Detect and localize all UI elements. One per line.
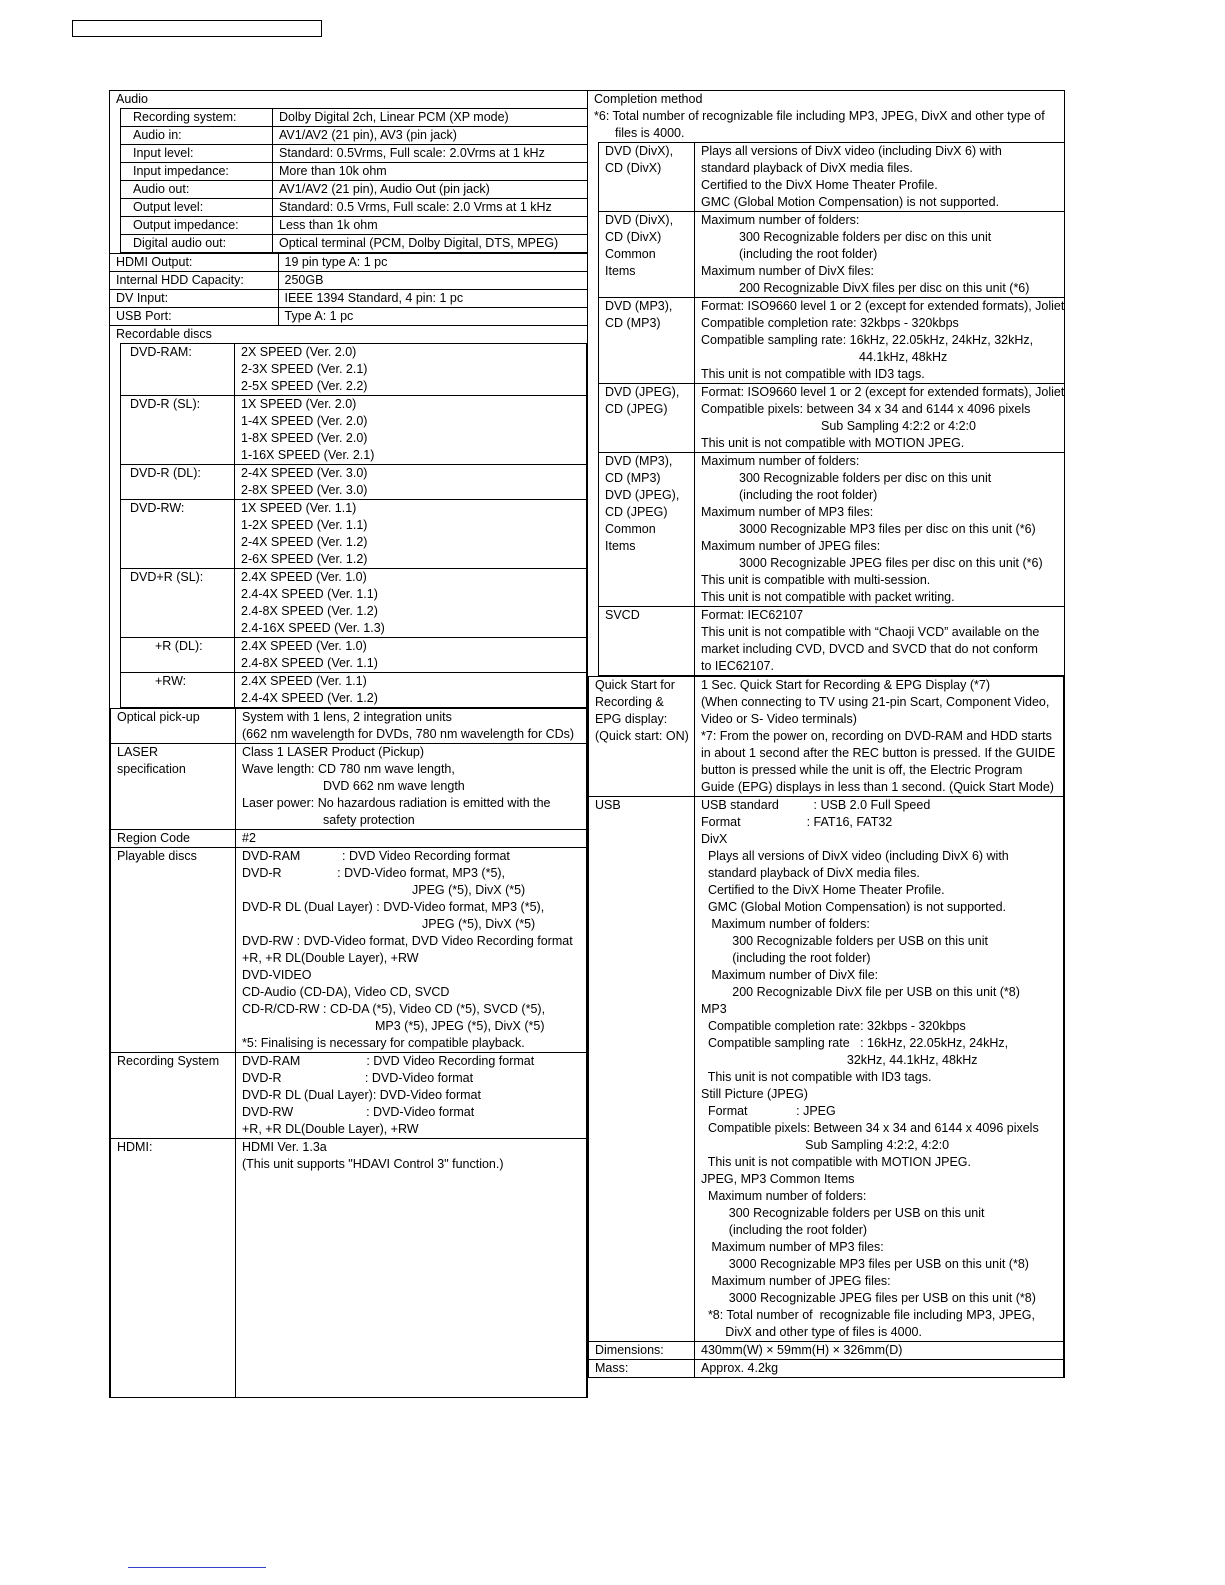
audio-label: Input impedance: <box>121 163 273 181</box>
recordable-row <box>121 344 587 396</box>
audio-row <box>121 109 588 127</box>
completion-label <box>599 384 695 453</box>
usb-line: Compatible sampling rate : 16kHz, 22.05kHz, 24kHz, <box>701 1036 1009 1050</box>
recordable-label: DVD-RW: <box>121 500 235 569</box>
completion-line: 300 Recognizable folders per disc on this unit <box>739 230 992 244</box>
usb-line: This unit is not compatible with ID3 tags. <box>701 1070 932 1084</box>
completion-label-line: Items <box>605 539 636 553</box>
mass-value: Approx. 4.2kg <box>695 1360 1064 1378</box>
completion-value <box>695 453 1065 607</box>
completion-label <box>599 607 695 676</box>
mass-label: Mass: <box>589 1360 695 1378</box>
laser-value <box>236 744 587 830</box>
usb-line: (including the root folder) <box>701 1223 868 1237</box>
usb-line: 3000 Recognizable MP3 files per USB on this unit (*8) <box>701 1257 1029 1271</box>
completion-label <box>599 212 695 298</box>
audio-row <box>121 145 588 163</box>
audio-heading: Audio <box>116 92 148 106</box>
completion-line: 3000 Recognizable MP3 files per disc on this unit (*6) <box>739 522 1036 536</box>
usb-line: JPEG, MP3 Common Items <box>701 1172 855 1186</box>
usb-line: 32kHz, 44.1kHz, 48kHz <box>701 1053 978 1067</box>
audio-row <box>121 235 588 253</box>
recordable-speed: 2-6X SPEED (Ver. 1.2) <box>241 552 368 566</box>
usb-line: GMC (Global Motion Compensation) is not supported. <box>701 900 1006 914</box>
hdmi-row <box>111 1139 587 1398</box>
general-label: HDMI Output: <box>110 254 278 272</box>
general-row <box>110 290 587 308</box>
recordable-speed: 1-16X SPEED (Ver. 2.1) <box>241 448 375 462</box>
completion-line: to IEC62107. <box>701 659 774 673</box>
audio-label: Audio out: <box>121 181 273 199</box>
general-value: 250GB <box>278 272 587 290</box>
playable-line: CD-Audio (CD-DA), Video CD, SVCD <box>242 985 450 999</box>
completion-line: Sub Sampling 4:2:2 or 4:2:0 <box>821 419 976 433</box>
recsys-line: +R, +R DL(Double Layer), +RW <box>242 1122 419 1136</box>
recordable-speed: 2-8X SPEED (Ver. 3.0) <box>241 483 368 497</box>
right-spec-column <box>587 90 1065 1378</box>
usb-line: 300 Recognizable folders per USB on this unit <box>701 1206 985 1220</box>
usb-line: Plays all versions of DivX video (including DivX 6) with <box>701 849 1009 863</box>
header-box <box>72 20 322 37</box>
playable-line: JPEG (*5), DivX (*5) <box>422 917 536 931</box>
audio-value: AV1/AV2 (21 pin), AV3 (pin jack) <box>273 127 588 145</box>
completion-row <box>599 143 1065 212</box>
completion-value <box>695 212 1065 298</box>
general-label: Internal HDD Capacity: <box>110 272 278 290</box>
recsys-line: DVD-RAM : DVD Video Recording format <box>242 1054 535 1068</box>
recordable-speed: 2.4-4X SPEED (Ver. 1.2) <box>241 691 378 705</box>
playable-row <box>111 848 587 1053</box>
recordable-speed: 2-4X SPEED (Ver. 3.0) <box>241 466 368 480</box>
completion-line: 44.1kHz, 48kHz <box>859 350 948 364</box>
completion-value <box>695 384 1065 453</box>
optical-value <box>236 709 587 744</box>
completion-line: Compatible sampling rate: 16kHz, 22.05kHz, 24kHz, 32kHz, <box>701 333 1034 347</box>
recordable-value <box>235 465 587 500</box>
recordable-value <box>235 344 587 396</box>
general-label: DV Input: <box>110 290 278 308</box>
completion-line: Format: ISO9660 level 1 or 2 (except for extended formats), Joliet <box>701 299 1065 313</box>
playable-value <box>236 848 587 1053</box>
optical-label: Optical pick-up <box>111 709 236 744</box>
recordable-speed: 2.4-4X SPEED (Ver. 1.1) <box>241 587 378 601</box>
completion-note: files is 4000. <box>615 126 685 140</box>
quickstart-value <box>695 677 1064 797</box>
usb-line: 300 Recognizable folders per USB on this unit <box>701 934 988 948</box>
recordable-row <box>121 396 587 465</box>
audio-row <box>121 217 588 235</box>
playable-line: DVD-R DL (Dual Layer) : DVD-Video format, MP3 (*5), <box>242 900 545 914</box>
quickstart-line: (When connecting to TV using 21-pin Scart, Component Video, <box>701 695 1050 709</box>
recordable-label: DVD-R (SL): <box>121 396 235 465</box>
playable-line: CD-R/CD-RW : CD-DA (*5), Video CD (*5), SVCD (*5), <box>242 1002 546 1016</box>
usb-line: Maximum number of folders: <box>701 1189 867 1203</box>
usb-line: Maximum number of folders: <box>701 917 870 931</box>
playable-line: JPEG (*5), DivX (*5) <box>412 883 526 897</box>
recordable-speed: 1-8X SPEED (Ver. 2.0) <box>241 431 368 445</box>
quickstart-label-line: Quick Start for <box>595 678 675 692</box>
dimensions-value: 430mm(W) × 59mm(H) × 326mm(D) <box>695 1342 1064 1360</box>
completion-label <box>599 453 695 607</box>
completion-row <box>599 607 1065 676</box>
laser-line: Class 1 LASER Product (Pickup) <box>242 745 425 759</box>
laser-line: safety protection <box>323 813 415 827</box>
completion-row <box>599 212 1065 298</box>
completion-line: GMC (Global Motion Compensation) is not supported. <box>701 195 1000 209</box>
audio-label: Digital audio out: <box>121 235 273 253</box>
audio-label: Audio in: <box>121 127 273 145</box>
audio-label: Output level: <box>121 199 273 217</box>
quickstart-line: in about 1 second after the REC button is pressed. If the GUIDE <box>701 746 1056 760</box>
usb-line: DivX <box>701 832 728 846</box>
recsys-row <box>111 1053 587 1139</box>
usb-line: Still Picture (JPEG) <box>701 1087 808 1101</box>
usb-line: Maximum number of MP3 files: <box>701 1240 884 1254</box>
audio-value: AV1/AV2 (21 pin), Audio Out (pin jack) <box>273 181 588 199</box>
completion-label-line: CD (MP3) <box>605 316 661 330</box>
recordable-value <box>235 638 587 673</box>
usb-line: Maximum number of JPEG files: <box>701 1274 891 1288</box>
left-lower-table <box>110 708 587 1397</box>
laser-line: Wave length: CD 780 nm wave length, <box>242 762 455 776</box>
quickstart-label-line: EPG display: <box>595 712 668 726</box>
hdmi-value <box>236 1139 587 1398</box>
completion-line: Compatible completion rate: 32kbps - 320kbps <box>701 316 959 330</box>
completion-line: market including CVD, DVCD and SVCD that do not conform <box>701 642 1038 656</box>
recordable-label: DVD+R (SL): <box>121 569 235 638</box>
audio-label: Input level: <box>121 145 273 163</box>
recordable-speed: 2.4X SPEED (Ver. 1.0) <box>241 570 367 584</box>
completion-line: standard playback of DivX media files. <box>701 161 913 175</box>
general-value: IEEE 1394 Standard, 4 pin: 1 pc <box>278 290 587 308</box>
completion-label-line: Items <box>605 264 636 278</box>
playable-label: Playable discs <box>111 848 236 1053</box>
recordable-speed: 2.4X SPEED (Ver. 1.1) <box>241 674 367 688</box>
laser-row <box>111 744 587 830</box>
recordable-speed: 2.4-16X SPEED (Ver. 1.3) <box>241 621 385 635</box>
completion-label-line: Common <box>605 522 656 536</box>
usb-line: Compatible pixels: Between 34 x 34 and 6144 x 4096 pixels <box>701 1121 1039 1135</box>
hdmi-label: HDMI: <box>111 1139 236 1398</box>
completion-line: This unit is compatible with multi-session. <box>701 573 931 587</box>
completion-line: Maximum number of MP3 files: <box>701 505 874 519</box>
completion-label-line: CD (MP3) <box>605 471 661 485</box>
dimensions-row <box>589 1342 1064 1360</box>
laser-label-line: LASER <box>117 745 158 759</box>
playable-line: DVD-VIDEO <box>242 968 312 982</box>
completion-line: (including the root folder) <box>739 247 878 261</box>
audio-table <box>120 108 587 253</box>
completion-label-line: CD (DivX) <box>605 230 662 244</box>
audio-value: More than 10k ohm <box>273 163 588 181</box>
quickstart-label-line: (Quick start: ON) <box>595 729 689 743</box>
completion-label-line: DVD (DivX), <box>605 144 674 158</box>
completion-line: Format: IEC62107 <box>701 608 804 622</box>
quickstart-line: Guide (EPG) displays in less than 1 second. (Quick Start Mode) <box>701 780 1054 794</box>
audio-row <box>121 199 588 217</box>
recordable-speed: 2.4X SPEED (Ver. 1.0) <box>241 639 367 653</box>
recordable-row <box>121 638 587 673</box>
audio-row <box>121 127 588 145</box>
recordable-value <box>235 396 587 465</box>
completion-line: 3000 Recognizable JPEG files per disc on this unit (*6) <box>739 556 1043 570</box>
completion-label-line: DVD (MP3), <box>605 454 673 468</box>
recordable-value <box>235 500 587 569</box>
usb-line: 200 Recognizable DivX file per USB on this unit (*8) <box>701 985 1020 999</box>
completion-line: Plays all versions of DivX video (including DivX 6) with <box>701 144 1002 158</box>
recordable-value <box>235 673 587 708</box>
completion-line: Maximum number of folders: <box>701 454 860 468</box>
recordable-label: DVD-RAM: <box>121 344 235 396</box>
completion-line: 200 Recognizable DivX files per disc on this unit (*6) <box>739 281 1030 295</box>
usb-line: DivX and other type of files is 4000. <box>701 1325 922 1339</box>
quickstart-line: Video or S- Video terminals) <box>701 712 857 726</box>
recordable-label: DVD-R (DL): <box>121 465 235 500</box>
playable-line: DVD-RW : DVD-Video format, DVD Video Recording format <box>242 934 573 948</box>
recordable-speed: 2.4-8X SPEED (Ver. 1.1) <box>241 656 378 670</box>
completion-label-line: DVD (JPEG), <box>605 385 680 399</box>
dimensions-label: Dimensions: <box>589 1342 695 1360</box>
recordable-speed: 1-4X SPEED (Ver. 2.0) <box>241 414 368 428</box>
completion-label <box>599 298 695 384</box>
audio-label: Output impedance: <box>121 217 273 235</box>
completion-row <box>599 453 1065 607</box>
recordable-table <box>120 343 587 708</box>
usb-value <box>695 797 1064 1342</box>
usb-line: Sub Sampling 4:2:2, 4:2:0 <box>701 1138 950 1152</box>
completion-label <box>599 143 695 212</box>
general-value: 19 pin type A: 1 pc <box>278 254 587 272</box>
usb-line: Format : FAT16, FAT32 <box>701 815 893 829</box>
optical-line: System with 1 lens, 2 integration units <box>242 710 452 724</box>
completion-label-line: Common <box>605 247 656 261</box>
completion-label-line: CD (JPEG) <box>605 505 668 519</box>
completion-line: Certified to the DivX Home Theater Profile. <box>701 178 938 192</box>
recordable-speed: 2X SPEED (Ver. 2.0) <box>241 345 357 359</box>
completion-line: (including the root folder) <box>739 488 878 502</box>
quickstart-line: 1 Sec. Quick Start for Recording & EPG Display (*7) <box>701 678 990 692</box>
audio-label: Recording system: <box>121 109 273 127</box>
usb-line: MP3 <box>701 1002 727 1016</box>
audio-value: Standard: 0.5 Vrms, Full scale: 2.0 Vrms at 1 kHz <box>273 199 588 217</box>
recordable-row <box>121 569 587 638</box>
recordable-speed: 2.4-8X SPEED (Ver. 1.2) <box>241 604 378 618</box>
general-value: Type A: 1 pc <box>278 308 587 326</box>
laser-line: Laser power: No hazardous radiation is emitted with the <box>242 796 551 810</box>
completion-value <box>695 607 1065 676</box>
completion-label-line: DVD (JPEG), <box>605 488 680 502</box>
playable-line: DVD-R : DVD-Video format, MP3 (*5), <box>242 866 506 880</box>
usb-label: USB <box>589 797 695 1342</box>
recordable-heading: Recordable discs <box>116 327 212 341</box>
completion-line: This unit is not compatible with “Chaoji VCD” available on the <box>701 625 1040 639</box>
general-table <box>110 253 587 326</box>
quickstart-row <box>589 677 1064 797</box>
completion-label-line: CD (DivX) <box>605 161 662 175</box>
recordable-label: +RW: <box>121 673 235 708</box>
completion-heading: Completion method <box>594 92 703 106</box>
region-label: Region Code <box>111 830 236 848</box>
completion-note: *6: Total number of recognizable file including MP3, JPEG, DivX and other type of <box>594 109 1045 123</box>
footer-link-line <box>128 1567 266 1568</box>
laser-label <box>111 744 236 830</box>
playable-line: DVD-RAM : DVD Video Recording format <box>242 849 510 863</box>
completion-line: Maximum number of DivX files: <box>701 264 874 278</box>
usb-line: Maximum number of DivX file: <box>701 968 879 982</box>
completion-label-line: DVD (MP3), <box>605 299 673 313</box>
recordable-speed: 1-2X SPEED (Ver. 1.1) <box>241 518 368 532</box>
completion-line: This unit is not compatible with ID3 tags. <box>701 367 925 381</box>
laser-label-line: specification <box>117 762 186 776</box>
general-label: USB Port: <box>110 308 278 326</box>
quickstart-line: button is pressed while the unit is off, the Electric Program <box>701 763 1023 777</box>
quickstart-label-line: Recording & <box>595 695 664 709</box>
recsys-line: DVD-R : DVD-Video format <box>242 1071 474 1085</box>
audio-value: Optical terminal (PCM, Dolby Digital, DTS, MPEG) <box>273 235 588 253</box>
usb-line: standard playback of DivX media files. <box>701 866 920 880</box>
general-row <box>110 272 587 290</box>
recordable-speed: 2-4X SPEED (Ver. 1.2) <box>241 535 368 549</box>
recordable-row <box>121 465 587 500</box>
quickstart-label <box>589 677 695 797</box>
recordable-label: +R (DL): <box>121 638 235 673</box>
recordable-speed: 2-5X SPEED (Ver. 2.2) <box>241 379 368 393</box>
general-row <box>110 308 587 326</box>
usb-line: USB standard : USB 2.0 Full Speed <box>701 798 931 812</box>
recordable-row <box>121 673 587 708</box>
audio-value: Less than 1k ohm <box>273 217 588 235</box>
usb-row <box>589 797 1064 1342</box>
completion-value <box>695 143 1065 212</box>
laser-line: DVD 662 nm wave length <box>323 779 465 793</box>
usb-line: This unit is not compatible with MOTION JPEG. <box>701 1155 971 1169</box>
usb-line: Certified to the DivX Home Theater Profile. <box>701 883 945 897</box>
usb-line: Format : JPEG <box>701 1104 836 1118</box>
recsys-line: DVD-R DL (Dual Layer): DVD-Video format <box>242 1088 481 1102</box>
completion-label-line: DVD (DivX), <box>605 213 674 227</box>
recsys-line: DVD-RW : DVD-Video format <box>242 1105 475 1119</box>
completion-row <box>599 298 1065 384</box>
left-spec-column <box>109 90 588 1398</box>
completion-row <box>599 384 1065 453</box>
region-row <box>111 830 587 848</box>
completion-table <box>598 142 1064 676</box>
completion-label-line: SVCD <box>605 608 640 622</box>
playable-line: MP3 (*5), JPEG (*5), DivX (*5) <box>375 1019 545 1033</box>
completion-line: 300 Recognizable folders per disc on this unit <box>739 471 992 485</box>
usb-line: 3000 Recognizable JPEG files per USB on this unit (*8) <box>701 1291 1036 1305</box>
recordable-speed: 1X SPEED (Ver. 1.1) <box>241 501 357 515</box>
recordable-value <box>235 569 587 638</box>
recsys-label: Recording System <box>111 1053 236 1139</box>
right-lower-table <box>588 676 1064 1377</box>
usb-line: (including the root folder) <box>701 951 871 965</box>
general-row <box>110 254 587 272</box>
playable-line: +R, +R DL(Double Layer), +RW <box>242 951 419 965</box>
hdmi-line: HDMI Ver. 1.3a <box>242 1140 327 1154</box>
usb-line: *8: Total number of recognizable file including MP3, JPEG, <box>701 1308 1035 1322</box>
audio-row <box>121 181 588 199</box>
mass-row <box>589 1360 1064 1378</box>
recordable-row <box>121 500 587 569</box>
recordable-speed: 2-3X SPEED (Ver. 2.1) <box>241 362 368 376</box>
optical-row <box>111 709 587 744</box>
quickstart-line: *7: From the power on, recording on DVD-RAM and HDD starts <box>701 729 1052 743</box>
completion-line: This unit is not compatible with MOTION JPEG. <box>701 436 965 450</box>
playable-line: *5: Finalising is necessary for compatible playback. <box>242 1036 525 1050</box>
completion-value <box>695 298 1065 384</box>
hdmi-line: (This unit supports "HDAVI Control 3" function.) <box>242 1157 504 1171</box>
audio-value: Dolby Digital 2ch, Linear PCM (XP mode) <box>273 109 588 127</box>
optical-line: (662 nm wavelength for DVDs, 780 nm wavelength for CDs) <box>242 727 575 741</box>
audio-value: Standard: 0.5Vrms, Full scale: 2.0Vrms at 1 kHz <box>273 145 588 163</box>
region-value: #2 <box>236 830 587 848</box>
recsys-value <box>236 1053 587 1139</box>
completion-label-line: CD (JPEG) <box>605 402 668 416</box>
completion-line: Format: ISO9660 level 1 or 2 (except for extended formats), Joliet <box>701 385 1065 399</box>
audio-row <box>121 163 588 181</box>
completion-line: Maximum number of JPEG files: <box>701 539 881 553</box>
completion-line: Compatible pixels: between 34 x 34 and 6144 x 4096 pixels <box>701 402 1031 416</box>
completion-line: Maximum number of folders: <box>701 213 860 227</box>
completion-line: This unit is not compatible with packet writing. <box>701 590 955 604</box>
recordable-speed: 1X SPEED (Ver. 2.0) <box>241 397 357 411</box>
usb-line: Compatible completion rate: 32kbps - 320kbps <box>701 1019 966 1033</box>
